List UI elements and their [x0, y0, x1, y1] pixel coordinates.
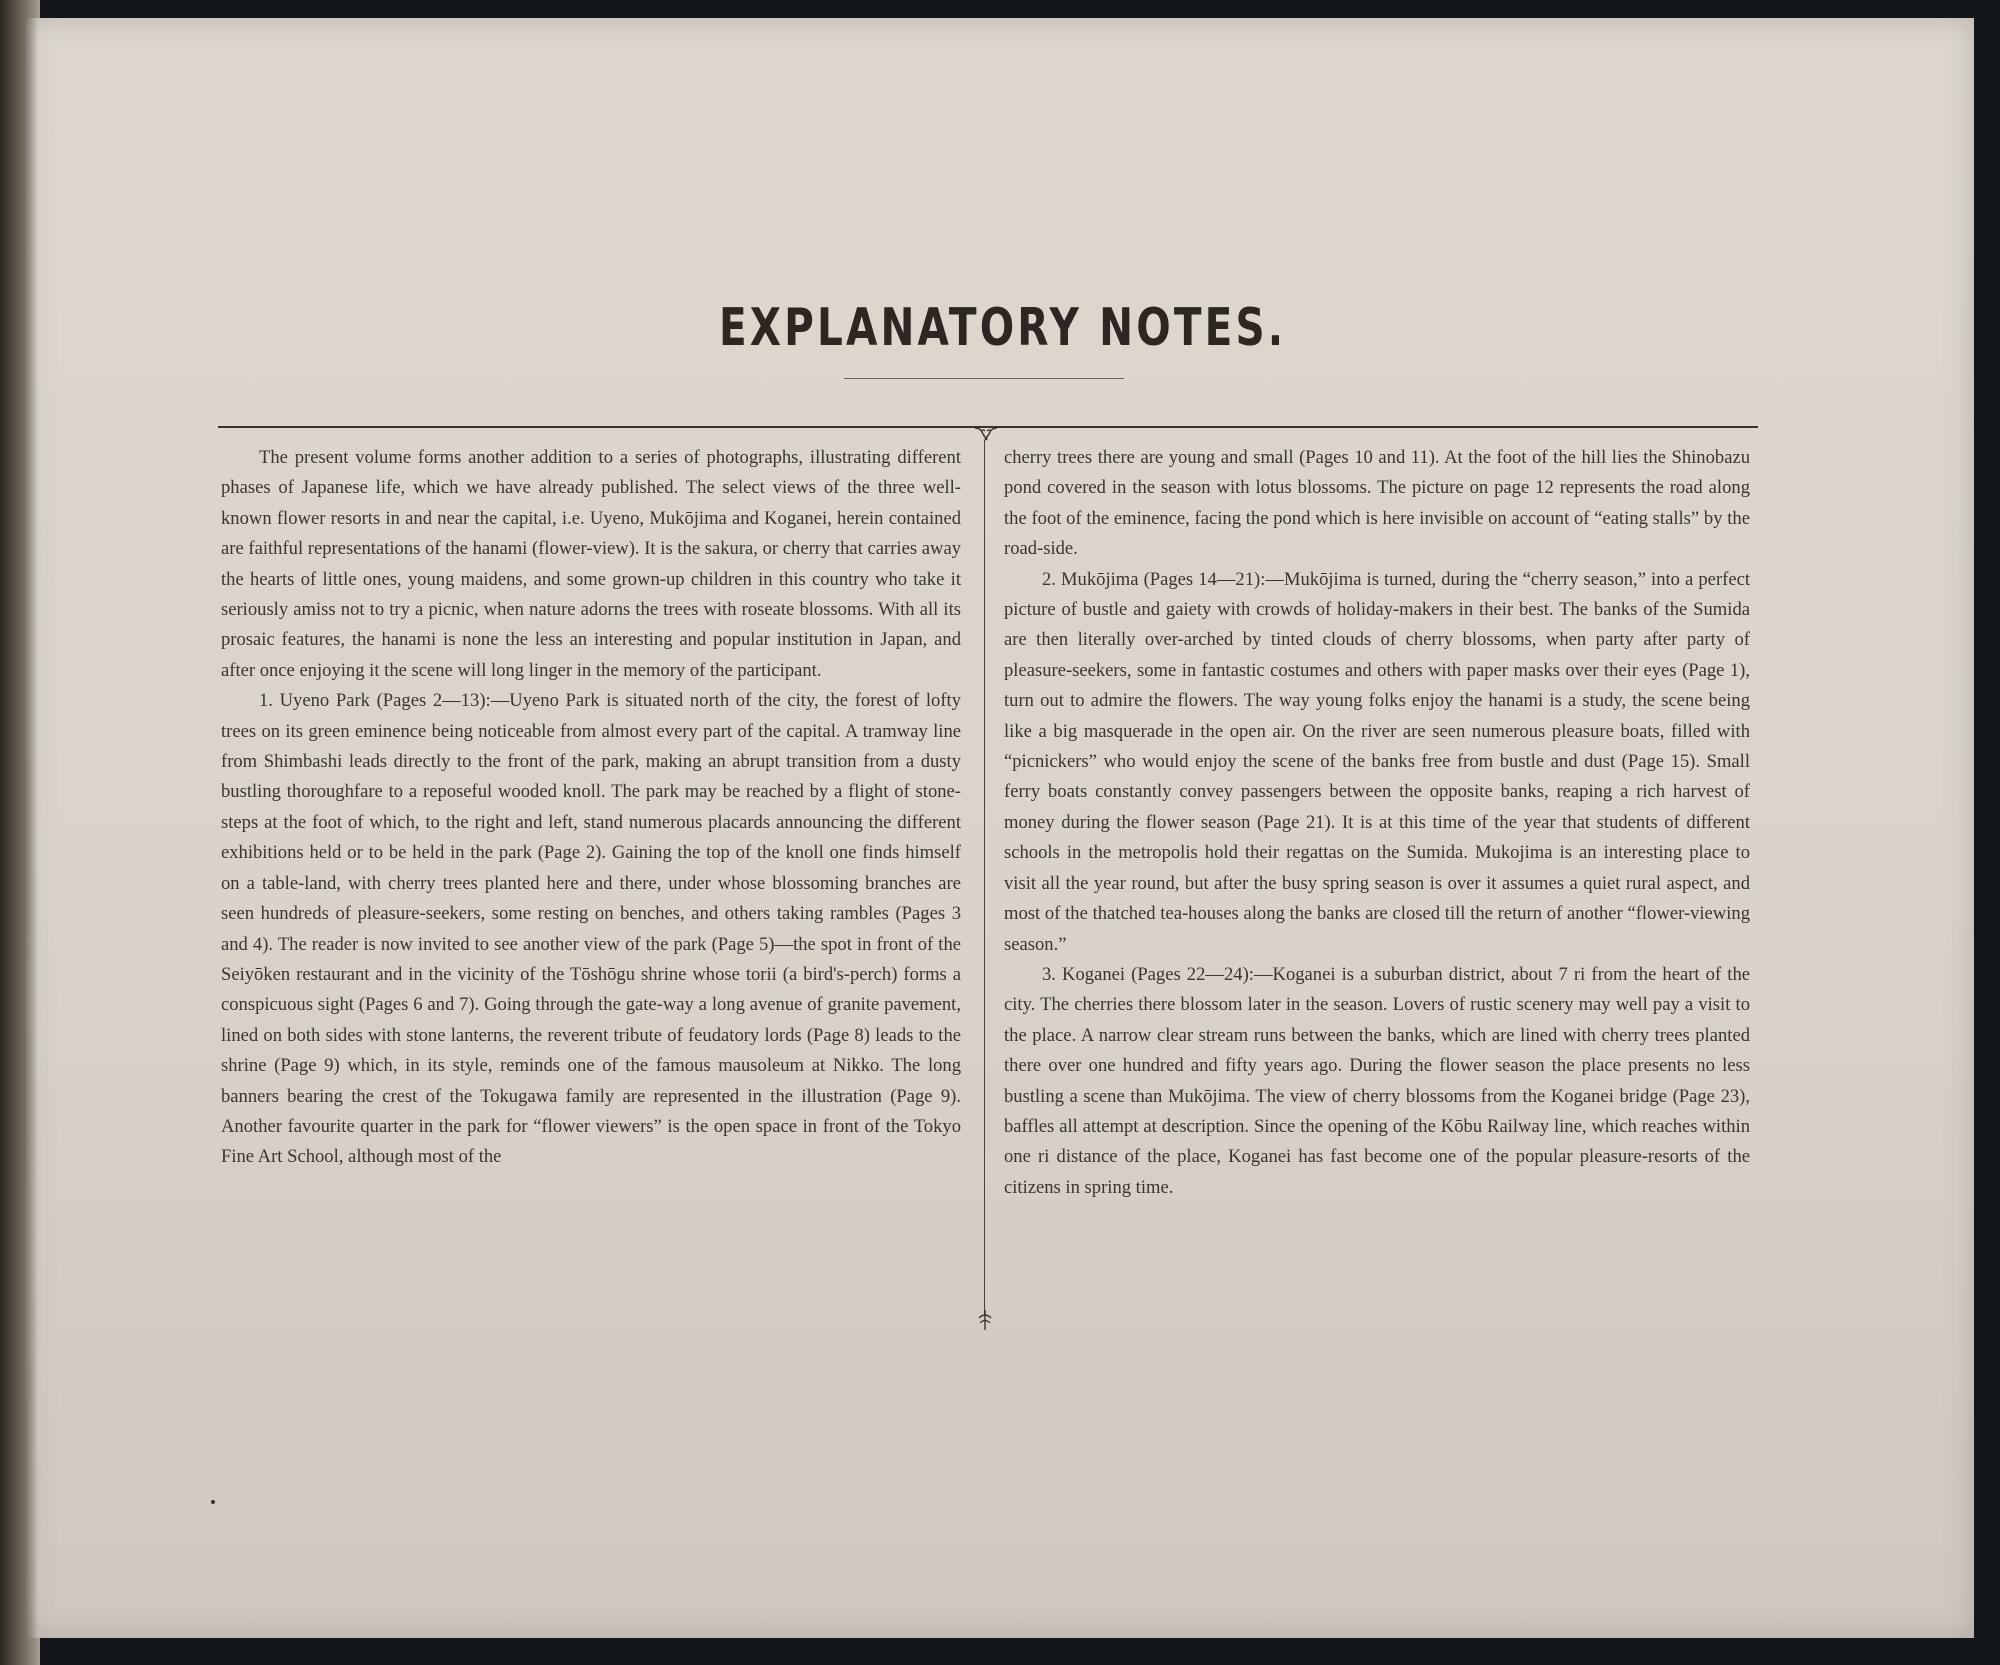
intro-paragraph: The present volume forms another addition to a series of photographs, illustrating different phases of Japanese life, which we have already published. The select views of the three well-known flower resorts in and near the capital, i.e. Uyeno, Mukōjima and Koganei, herein contained are faithful representations of the hanami (flower-view). It is the sakura, or cherry that carries away the hearts of little ones, young maidens, and some grown-up children in this country who take it seriously amiss not to try a picnic, when nature adorns the trees with roseate blossoms. With all its prosaic features, the hanami is none the less an interesting and popular institution in Japan, and after once enjoying it the scene will long linger in the memory of the participant.: [221, 447, 961, 681]
ink-speck: [211, 1500, 215, 1504]
koganei-paragraph: 3. Koganei (Pages 22—24):—Koganei is a suburban district, about 7 ri from the heart of the city. The cherries there blossom later in the season. Lovers of rustic scenery may well pay a visit to the place. A narrow clear stream runs between the banks, which are lined with cherry trees planted there over one hundred and fifty years ago. During the flower season the place presents no less bustling a scene than Mukōjima. The view of cherry blossoms from the Koganei bridge (Page 23), baffles all attempt at description. Since the opening of the Kōbu Railway line, which reaches within one ri distance of the place, Koganei has fast become one of the popular pleasure-resorts of the citizens in spring time.: [1004, 963, 1750, 1198]
bottom-ornament-icon: [976, 1310, 994, 1330]
uyeno-paragraph: 1. Uyeno Park (Pages 2—13):—Uyeno Park is situated north of the city, the forest of lofty trees on its green eminence being noticeable from almost every part of the capital. A tramway line from Shimbashi leads directly to the front of the park, making an abrupt transition from a dusty bustling thoroughfare to a reposeful wooded knoll. The park may be reached by a flight of stone-steps at the foot of which, to the right and left, stand numerous placards announcing the different exhibitions held or to be held in the park (Page 2). Gaining the top of the knoll one finds himself on a table-land, with cherry trees planted here and there, under whose blossoming branches are seen hundreds of pleasure-seekers, some resting on benches, and others taking rambles (Pages 3 and 4). The reader is now invited to see another view of the park (Page 5)—the spot in front of the Seiyōken restaurant and in the vicinity of the Tōshōgu shrine whose torii (a bird's-perch) forms a conspicuous sight (Pages 6 and 7). Going through the gate-way a long avenue of granite pavement, lined on both sides with stone lanterns, the reverent tribute of feudatory lords (Page 8) leads to the shrine (Page 9) which, in its style, reminds one of the famous mausoleum at Nikko. The long banners bearing the crest of the Tokugawa family are represented in the illustration (Page 9). Another favourite quarter in the park for “flower viewers” is the open space in front of the Tokyo Fine Art School, although most of the: [221, 690, 961, 1168]
right-text-column: [1004, 443, 1750, 1203]
top-ornament-icon: [971, 426, 1001, 442]
left-text-column: [221, 443, 961, 1173]
spine-shadow: [26, 18, 38, 1638]
title-underline: [844, 378, 1124, 379]
mukojima-paragraph: 2. Mukōjima (Pages 14—21):—Mukōjima is turned, during the “cherry season,” into a perfect picture of bustle and gaiety with crowds of holiday-makers in their best. The banks of the Sumida are then literally over-arched by tinted clouds of cherry blossoms, when party after party of pleasure-seekers, some in fantastic costumes and others with paper masks over their eyes (Page 1), turn out to admire the flowers. The way young folks enjoy the hanami is a study, the scene being like a big masquerade in the open air. On the river are seen numerous pleasure boats, filled with “picnickers” who would enjoy the scene of the banks free from bustle and dust (Page 15). Small ferry boats constantly convey passengers between the opposite banks, reaping a rich harvest of money during the flower season (Page 21). It is at this time of the year that students of different schools in the metropolis hold their regattas on the Sumida. Mukojima is an interesting place to visit all the year round, but after the busy spring season is over it assumes a quiet rural aspect, and most of the thatched tea-houses along the banks are closed till the return of another “flower-viewing season.”: [1004, 568, 1750, 955]
book-page: [26, 18, 1974, 1638]
column-divider: [984, 440, 985, 1316]
uyeno-continued-paragraph: cherry trees there are young and small (Pages 10 and 11). At the foot of the hill lies the Shinobazu pond covered in the season with lotus blossoms. The picture on page 12 represents the road along the foot of the eminence, facing the pond which is here invisible on account of “eating stalls” by the road-side.: [1004, 447, 1750, 560]
page-title: EXPLANATORY NOTES.: [718, 298, 1287, 358]
